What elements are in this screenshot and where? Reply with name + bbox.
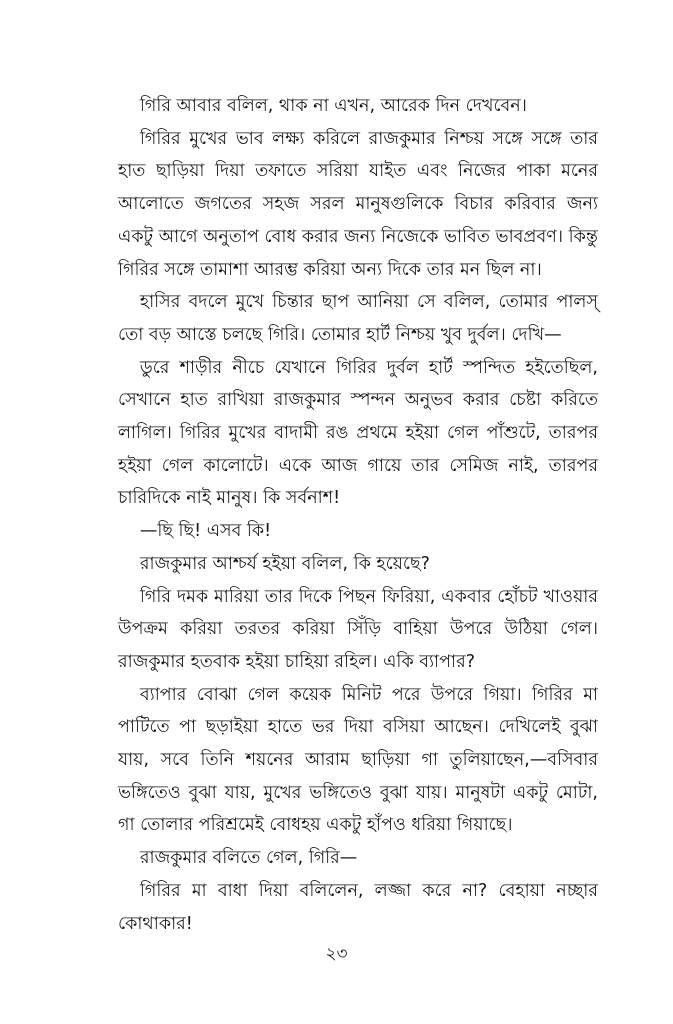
page-number: ২৩ (325, 944, 348, 964)
paragraph: গিরির মুখের ভাব লক্ষ্য করিলে রাজকুমার নিশ্চয় সঙ্গে সঙ্গে তার হাত ছাড়িয়া দিয়া তফাতে সরিয়া যাইত এবং নিজের পাকা মনের আলোতে জগতের সহজ সরল মানুষগুলিকে বিচার করিবার জন্য একটু আগে অনুতাপ বোধ করার জন্য নিজেকে ভাবিত ভাবপ্রবণ। কিন্তু গিরির সঙ্গে তামাশা আরম্ভ করিয়া অন্য দিকে তার মন ছিল না। (118, 128, 598, 280)
body-text (118, 90, 598, 940)
paragraph: রাজকুমার বলিতে গেল, গিরি— (139, 848, 358, 869)
paragraph: ডুরে শাড়ীর নীচে যেখানে গিরির দুর্বল হার্ট স্পন্দিত হইতেছিল, সেখানে হাত রাখিয়া রাজকুমার স্পন্দন অনুভব করার চেষ্টা করিতে লাগিল। গিরির মুখের বাদামী রঙ প্রথমে হইয়া গেল পাঁশুটে, তারপর হইয়া গেল কালোটে। একে আজ গায়ে তার সেমিজ নাই, তারপর চারিদিকে নাই মানুষ। কি সর্বনাশ! (118, 357, 598, 509)
paragraph: গিরি দমক মারিয়া তার দিকে পিছন ফিরিয়া, একবার হোঁচট খাওয়ার উপক্রম করিয়া তরতর করিয়া সিঁড়ি বাহিয়া উপরে উঠিয়া গেল। রাজকুমার হতবাক হইয়া চাহিয়া রহিল। একি ব্যাপার? (118, 586, 598, 672)
paragraph: ব্যাপার বোঝা গেল কয়েক মিনিট পরে উপরে গিয়া। গিরির মা পাটিতে পা ছড়াইয়া হাতে ভর দিয়া বসিয়া আছেন। দেখিলেই বুঝা যায়, সবে তিনি শয়নের আরাম ছাড়িয়া গা তুলিয়াছেন,—বসিবার ভঙ্গিতেও বুঝা যায়, মুখের ভঙ্গিতেও বুঝা যায়। মানুষটা একটু মোটা, গা তোলার পরিশ্রমেই বোধহয় একটু হাঁপও ধরিয়া গিয়াছে। (118, 684, 598, 836)
paragraph: —ছি ছি! এসব কি! (139, 521, 272, 542)
paragraph: হাসির বদলে মুখে চিন্তার ছাপ আনিয়া সে বলিল, তোমার পালস্ তো বড় আস্তে চলছে গিরি। তোমার হার্ট নিশ্চয় খুব দুর্বল। দেখি— (118, 292, 598, 345)
paragraph: গিরি আবার বলিল, থাক না এখন, আরেক দিন দেখবেন। (139, 96, 527, 116)
paragraph: গিরির মা বাধা দিয়া বলিলেন, লজ্জা করে না? বেহায়া নচ্ছার কোথাকার! (118, 880, 598, 934)
paragraph: রাজকুমার আশ্চর্য হইয়া বলিল, কি হয়েছে? (139, 553, 430, 574)
